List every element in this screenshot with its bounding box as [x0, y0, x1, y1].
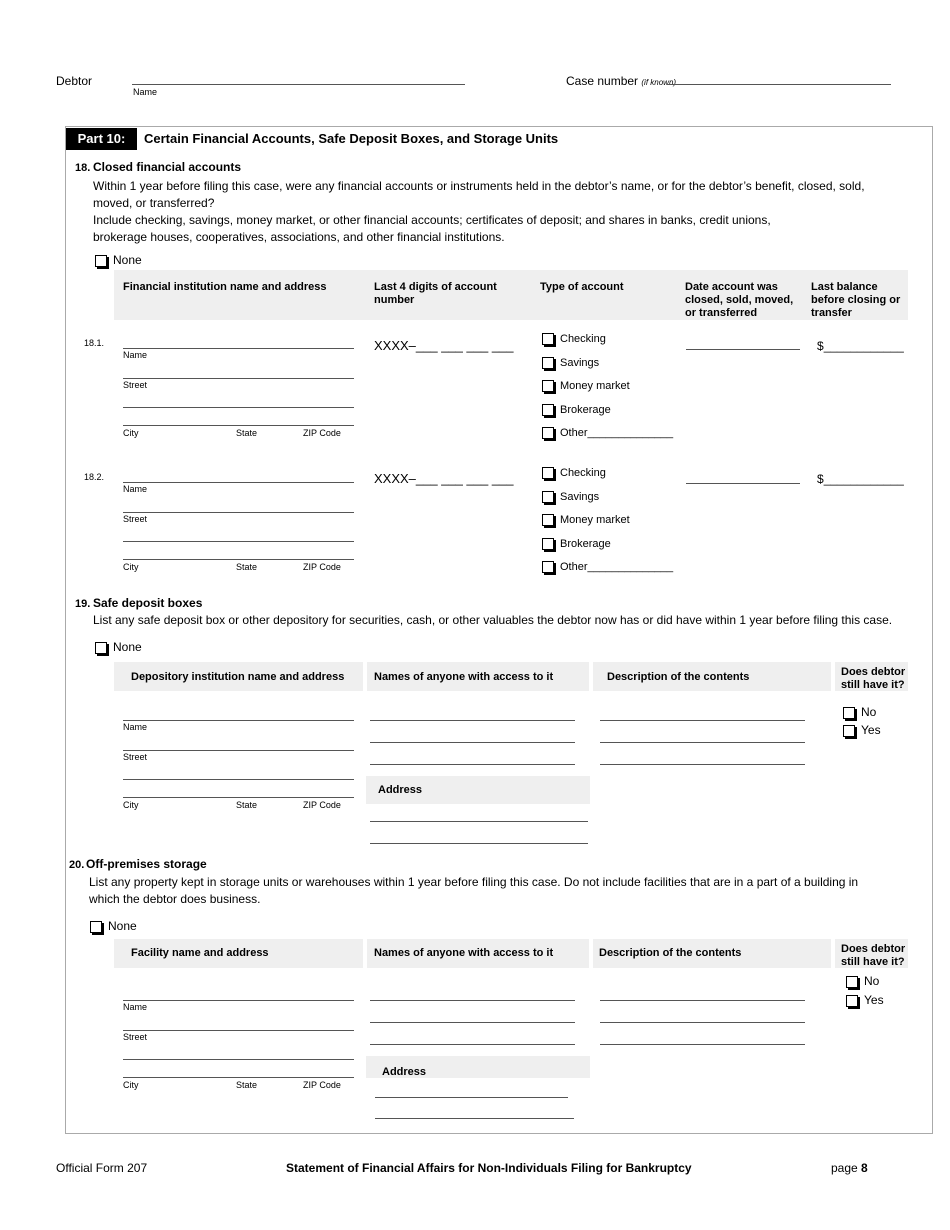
- contents-field-3[interactable]: [600, 1044, 805, 1045]
- last-balance-field[interactable]: $____________: [817, 339, 904, 353]
- checkbox-icon: [542, 333, 554, 345]
- city-caption: City: [123, 428, 139, 438]
- s20-header-facility: Facility name and address: [131, 947, 269, 959]
- s18-none-checkbox[interactable]: None: [95, 253, 142, 267]
- type-brokerage-checkbox[interactable]: Brokerage: [542, 404, 611, 416]
- street-field-2[interactable]: [123, 541, 354, 542]
- footer-form-name: Official Form 207: [56, 1161, 148, 1175]
- s19-none-checkbox[interactable]: None: [95, 640, 142, 654]
- checkbox-icon: [843, 725, 855, 737]
- s19-title: Safe deposit boxes: [93, 596, 203, 610]
- checkbox-icon: [542, 467, 554, 479]
- state-caption: State: [236, 1080, 258, 1090]
- contents-field-2[interactable]: [600, 1022, 805, 1023]
- s18-row-2: [0, 459, 950, 579]
- checkbox-icon: [542, 514, 554, 526]
- access-name-field-2[interactable]: [370, 1022, 575, 1023]
- name-caption: Name: [133, 87, 158, 97]
- s18-header-last4: Last 4 digits of account number: [374, 281, 497, 306]
- type-money-market-checkbox[interactable]: Money market: [542, 380, 630, 392]
- checkbox-icon: [542, 427, 554, 439]
- name-caption: Name: [123, 350, 148, 360]
- s20-none-checkbox[interactable]: None: [90, 919, 137, 933]
- checkbox-icon: [95, 255, 107, 267]
- city-caption: City: [123, 562, 139, 572]
- account-last4-field[interactable]: XXXX–___ ___ ___ ___: [374, 338, 514, 353]
- s19-header-contents: Description of the contents: [607, 671, 750, 683]
- case-number-label: Case number (if known): [566, 74, 677, 88]
- still-have-no-checkbox[interactable]: No: [843, 705, 876, 719]
- street-caption: Street: [123, 514, 148, 524]
- s18-header-institution: Financial institution name and address: [123, 281, 327, 293]
- access-address-field-1[interactable]: [375, 1097, 568, 1098]
- row-number: 18.1.: [84, 338, 105, 348]
- street-field-2[interactable]: [123, 407, 354, 408]
- s20-title: Off-premises storage: [86, 857, 207, 871]
- contents-field-1[interactable]: [600, 1000, 805, 1001]
- name-caption: Name: [123, 1002, 148, 1012]
- checkbox-icon: [95, 642, 107, 654]
- s18-description: Within 1 year before filing this case, were any financial accounts or instruments held in the debtor’s name, or for the debtor’s benefit, closed, sold, moved, or transferred? Include checking, savings, money market, or other financial accounts; certificates of deposit; and shares in banks, credit unions, brokerage houses, cooperatives, associations, and other financial institutions.: [93, 179, 865, 244]
- name-field[interactable]: [123, 482, 354, 483]
- street-field-2[interactable]: [123, 1059, 354, 1060]
- contents-field-3[interactable]: [600, 764, 805, 765]
- street-field[interactable]: [123, 378, 354, 379]
- s18-num: 18.: [75, 162, 91, 174]
- city-state-zip-field[interactable]: [123, 1077, 354, 1078]
- checkbox-icon: [846, 995, 858, 1007]
- address-header: Address: [382, 1066, 427, 1078]
- still-have-yes-checkbox[interactable]: Yes: [846, 993, 884, 1007]
- debtor-name-field[interactable]: [132, 84, 465, 85]
- s19-header-access: Names of anyone with access to it: [374, 671, 554, 683]
- type-brokerage-checkbox[interactable]: Brokerage: [542, 538, 611, 550]
- state-caption: State: [236, 800, 258, 810]
- checkbox-icon: [90, 921, 102, 933]
- zip-caption: ZIP Code: [303, 1080, 341, 1090]
- street-field[interactable]: [123, 750, 354, 751]
- name-caption: Name: [123, 484, 148, 494]
- s18-header-date: Date account was closed, sold, moved, or transferred: [685, 281, 794, 319]
- footer-title: Statement of Financial Affairs for Non-Individuals Filing for Bankruptcy: [286, 1161, 692, 1175]
- case-number-field[interactable]: [667, 84, 891, 85]
- account-last4-field[interactable]: XXXX–___ ___ ___ ___: [374, 471, 514, 486]
- access-address-field-2[interactable]: [375, 1118, 574, 1119]
- checkbox-icon: [542, 491, 554, 503]
- s18-title: Closed financial accounts: [93, 160, 242, 174]
- s19-header-institution: Depository institution name and address: [131, 671, 345, 683]
- street-field-2[interactable]: [123, 779, 354, 780]
- part-badge: Part 10:: [66, 128, 137, 150]
- s18-header-balance: Last balance before closing or transfer: [811, 281, 901, 319]
- s20-header-still: Does debtor still have it?: [841, 943, 906, 968]
- street-caption: Street: [123, 380, 148, 390]
- type-savings-checkbox[interactable]: Savings: [542, 491, 599, 503]
- s20-header-access: Names of anyone with access to it: [374, 947, 554, 959]
- address-header: Address: [378, 784, 423, 796]
- street-caption: Street: [123, 752, 148, 762]
- name-field[interactable]: [123, 720, 354, 721]
- type-checking-checkbox[interactable]: Checking: [542, 333, 606, 345]
- type-savings-checkbox[interactable]: Savings: [542, 357, 599, 369]
- debtor-label: Debtor: [56, 74, 93, 88]
- s20-num: 20.: [69, 859, 85, 871]
- zip-caption: ZIP Code: [303, 428, 341, 438]
- street-caption: Street: [123, 1032, 148, 1042]
- access-name-field-3[interactable]: [370, 1044, 575, 1045]
- name-field[interactable]: [123, 1000, 354, 1001]
- contents-field-2[interactable]: [600, 742, 805, 743]
- contents-field-1[interactable]: [600, 720, 805, 721]
- part-title: Certain Financial Accounts, Safe Deposit Boxes, and Storage Units: [144, 131, 559, 146]
- access-name-field-2[interactable]: [370, 742, 575, 743]
- date-closed-field[interactable]: [686, 483, 800, 484]
- s19-row: [0, 697, 950, 847]
- city-caption: City: [123, 800, 139, 810]
- checkbox-icon: [846, 976, 858, 988]
- checkbox-icon: [542, 538, 554, 550]
- type-money-market-checkbox[interactable]: Money market: [542, 514, 630, 526]
- city-state-zip-field[interactable]: [123, 559, 354, 560]
- checkbox-icon: [542, 380, 554, 392]
- type-checking-checkbox[interactable]: Checking: [542, 467, 606, 479]
- city-caption: City: [123, 1080, 139, 1090]
- s18-row-1: [0, 325, 950, 445]
- checkbox-icon: [542, 404, 554, 416]
- state-caption: State: [236, 562, 258, 572]
- still-have-yes-checkbox[interactable]: Yes: [843, 723, 881, 737]
- zip-caption: ZIP Code: [303, 562, 341, 572]
- checkbox-icon: [843, 707, 855, 719]
- still-have-no-checkbox[interactable]: No: [846, 974, 879, 988]
- date-closed-field[interactable]: [686, 349, 800, 350]
- s20-header-contents: Description of the contents: [599, 947, 742, 959]
- last-balance-field[interactable]: $____________: [817, 472, 904, 486]
- type-other-checkbox[interactable]: Other______________: [542, 427, 673, 439]
- type-other-checkbox[interactable]: Other______________: [542, 561, 673, 573]
- street-field[interactable]: [123, 512, 354, 513]
- access-address-field-1[interactable]: [370, 821, 588, 822]
- access-name-field-3[interactable]: [370, 764, 575, 765]
- s20-row: [0, 974, 950, 1127]
- access-name-field-1[interactable]: [370, 1000, 575, 1001]
- s19-num: 19.: [75, 598, 91, 610]
- s20-description: List any property kept in storage units or warehouses within 1 year before filing this case. Do not include facilities that are in a part of a building in which the debtor does business.: [89, 875, 859, 906]
- name-field[interactable]: [123, 348, 354, 349]
- city-state-zip-field[interactable]: [123, 425, 354, 426]
- zip-caption: ZIP Code: [303, 800, 341, 810]
- s19-header-still: Does debtor still have it?: [841, 666, 906, 691]
- checkbox-icon: [542, 561, 554, 573]
- s18-header-type: Type of account: [540, 281, 624, 293]
- street-field[interactable]: [123, 1030, 354, 1031]
- state-caption: State: [236, 428, 258, 438]
- checkbox-icon: [542, 357, 554, 369]
- name-caption: Name: [123, 722, 148, 732]
- row-number: 18.2.: [84, 472, 105, 482]
- city-state-zip-field[interactable]: [123, 797, 354, 798]
- footer-page: page 8: [831, 1161, 868, 1175]
- s19-description: List any safe deposit box or other depository for securities, cash, or other valuables the debtor now has or did have within 1 year before filing this case.: [93, 613, 893, 627]
- access-address-field-2[interactable]: [370, 843, 588, 844]
- access-name-field-1[interactable]: [370, 720, 575, 721]
